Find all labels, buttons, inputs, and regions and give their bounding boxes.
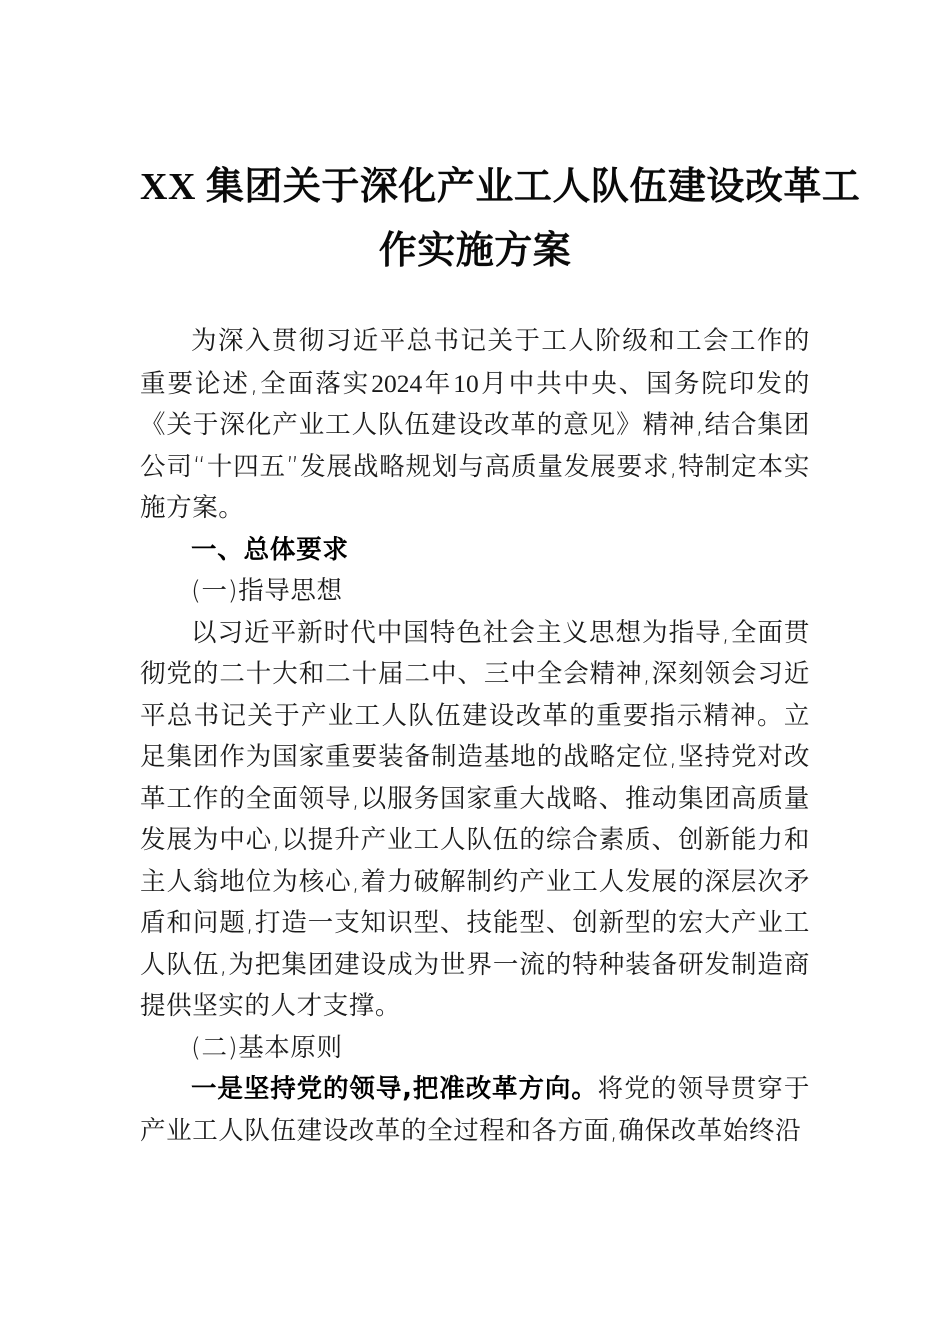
heading-basic-principles-text: (二)基本原则 xyxy=(191,1032,343,1063)
title-line-1: XX 集团关于深化产业工人队伍建设改革工 xyxy=(140,166,861,208)
heading-section-one-text: 一、总体要求 xyxy=(191,534,349,565)
title-line-2: 作实施方案 xyxy=(378,230,572,272)
page-title xyxy=(140,0,861,283)
guiding-ideology-text: 以习近平新时代中国特色社会主义思想为指导,全面贯彻党的二十大和二十届二中、三中全会精神,深刻领会习近平总书记关于产业工人队伍建设改革的重要指示精神。立足集团作为国家重要装备制造基地的战略定位,坚持党对改革工作的全面领导,以服务国家重大战略、推动集团高质量发展为中心,以提升产业工人队伍的综合素质、创新能力和主人翁地位为核心,着力破解制约产业工人发展的深层次矛盾和问题,打造一支知识型、技能型、创新型的宏大产业工人队伍,为把集团建设成为世界一流的特种装备研发制造商提供坚实的人才支撑。 xyxy=(140,617,810,1021)
heading-basic-principles xyxy=(140,1028,810,1070)
latin-run: 2024 xyxy=(371,368,423,398)
document-content-column xyxy=(140,0,861,1152)
preamble-paragraph xyxy=(140,321,810,530)
latin-run: 10 xyxy=(453,368,479,398)
heading-guiding-ideology xyxy=(140,571,810,613)
document-body xyxy=(140,321,810,1152)
preamble-text: 为深入贯彻习近平总书记关于工人阶级和工会工作的重要论述,全面落实2024年10月中共中央、国务院印发的《关于深化产业工人队伍建设改革的意见》精神,结合集团公司“十四五”发展战略规划与高质量发展要求,特制定本实施方案。 xyxy=(140,326,810,523)
principle-one-lead: 一是坚持党的领导,把准改革方向。 xyxy=(191,1074,598,1104)
principle-one-paragraph xyxy=(140,1069,810,1152)
heading-guiding-ideology-text: (一)指导思想 xyxy=(191,576,343,606)
guiding-ideology-paragraph xyxy=(140,613,810,1028)
heading-section-one xyxy=(140,530,810,572)
principle-one-text: 将党的领导贯穿于产业工人队伍建设改革的全过程和各方面,确保改革始终沿 xyxy=(140,1074,810,1146)
